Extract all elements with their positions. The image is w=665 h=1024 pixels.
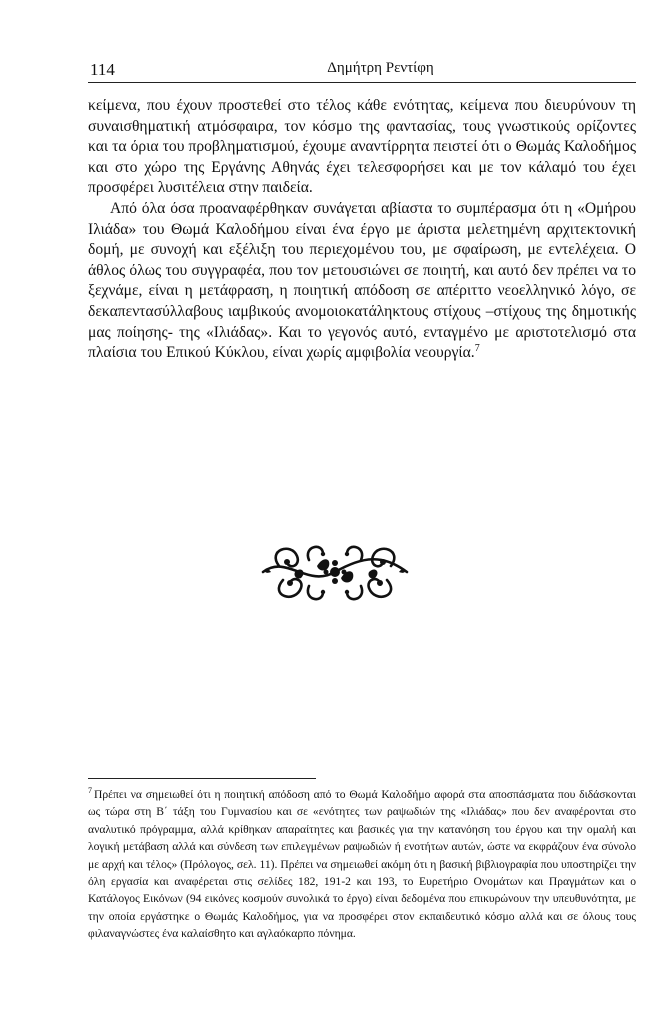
footnote-separator <box>88 778 316 779</box>
paragraph-2 <box>88 199 636 364</box>
footnote-number: 7 <box>88 786 92 796</box>
footnote <box>88 786 636 943</box>
footnote-text: Πρέπει να σημειωθεί ότι η ποιητική απόδοση από το Θωμά Καλοδήμο αφορά στα αποσπάσματα που διδάσκονται ως τώρα στη Β΄ τάξη του Γυμνασίου και σε «ενότητες των ραψωδιών της «Ιλιάδας» που δεν αναφέρονται στο αναλυτικό πρόγραμμα, αλλά κρίθηκαν απαραίτητες και βασικές για την κατανόηση του έργου και την ομαλή και λογική μετάβαση αλλά και σύνδεση των επιλεγμένων ραψωδιών ή ενοτήτων αυτών, ώστε να εκφράζουν ένα σύνολο με αρχή και τέλος» (Πρόλογος, σελ. 11). Πρέπει να σημειωθεί ακόμη ότι η βασική βιβλιογραφία που υποστηρίζει την όλη εργασία και αναφέρεται στις σελίδες 182, 191-2 και 193, το Ευρετήριο Ονομάτων και Πραγμάτων και ο Κατάλογος Εικόνων (94 εικόνες κοσμούν συνολικά το έργο) είναι δεδομένα που επικυρώνουν την υπευθυνότητα, με την οποία εργάστηκε ο Θωμάς Καλοδήμος, για να προσφέρει στον εκπαιδευτικό κόσμο αλλά και σε όλους τους φιλαναγνώστες ένα καλαίσθητο και αγλαόκαρπο πόνημα. <box>88 788 636 941</box>
body-text <box>88 96 636 364</box>
floral-scroll-ornament-icon <box>257 536 413 608</box>
paragraph-1: κείμενα, που έχουν προστεθεί στο τέλος κάθε ενότητας, κείμενα που διευρύνουν τη συναισθηματική ατμόσφαιρα, τον κόσμο της φαντασίας, τους γνωστικούς ορίζοντες και τα όρια του προβληματισμού, έχουμε αναντίρρητα πειστεί ότι ο Θωμάς Καλοδήμος και στο χώρο της Εργάνης Αθηνάς έχει τελεσφορήσει και με τον κάλαμό του έχει προσφέρει λυσιτέλεια στην παιδεία. <box>88 97 636 197</box>
page-number: 114 <box>90 60 115 79</box>
paragraph-2-text: Από όλα όσα προαναφέρθηκαν συνάγεται αβίαστα το συμπέρασμα ότι η «Ομήρου Ιλιάδα» του Θωμά Καλοδήμου είναι ένα έργο με άριστα μελετημένη αρχιτεκτονική δομή, με συνοχή και εξέλιξη του περιεχομένου του, με σφαίρωση, με εντελέχεια. Ο άθλος όλως του συγγραφέα, που τον μετουσιώνει σε ποιητή, και αυτό δεν πρέπει να το ξεχνάμε, είναι η μετάφραση, η ποιητική απόδοση σε απέριττο νεοελληνικό λόγο, σε δεκαπεντασύλλαβους ιαμβικούς ανομοιοκατάληκτους στίχους –στίχους της δημοτικής μας ποίησης- της «Ιλιάδας». Και το γεγονός αυτό, ενταγμένο με αριστοτελισμό στα πλαίσια του Επικού Κύκλου, είναι χωρίς αμφιβολία νεουργία. <box>88 199 636 362</box>
running-title: Δημήτρη Ρεντίφη <box>327 60 434 76</box>
footnote-reference[interactable]: 7 <box>474 342 480 354</box>
running-head <box>88 58 636 83</box>
footnote-7 <box>88 786 636 943</box>
